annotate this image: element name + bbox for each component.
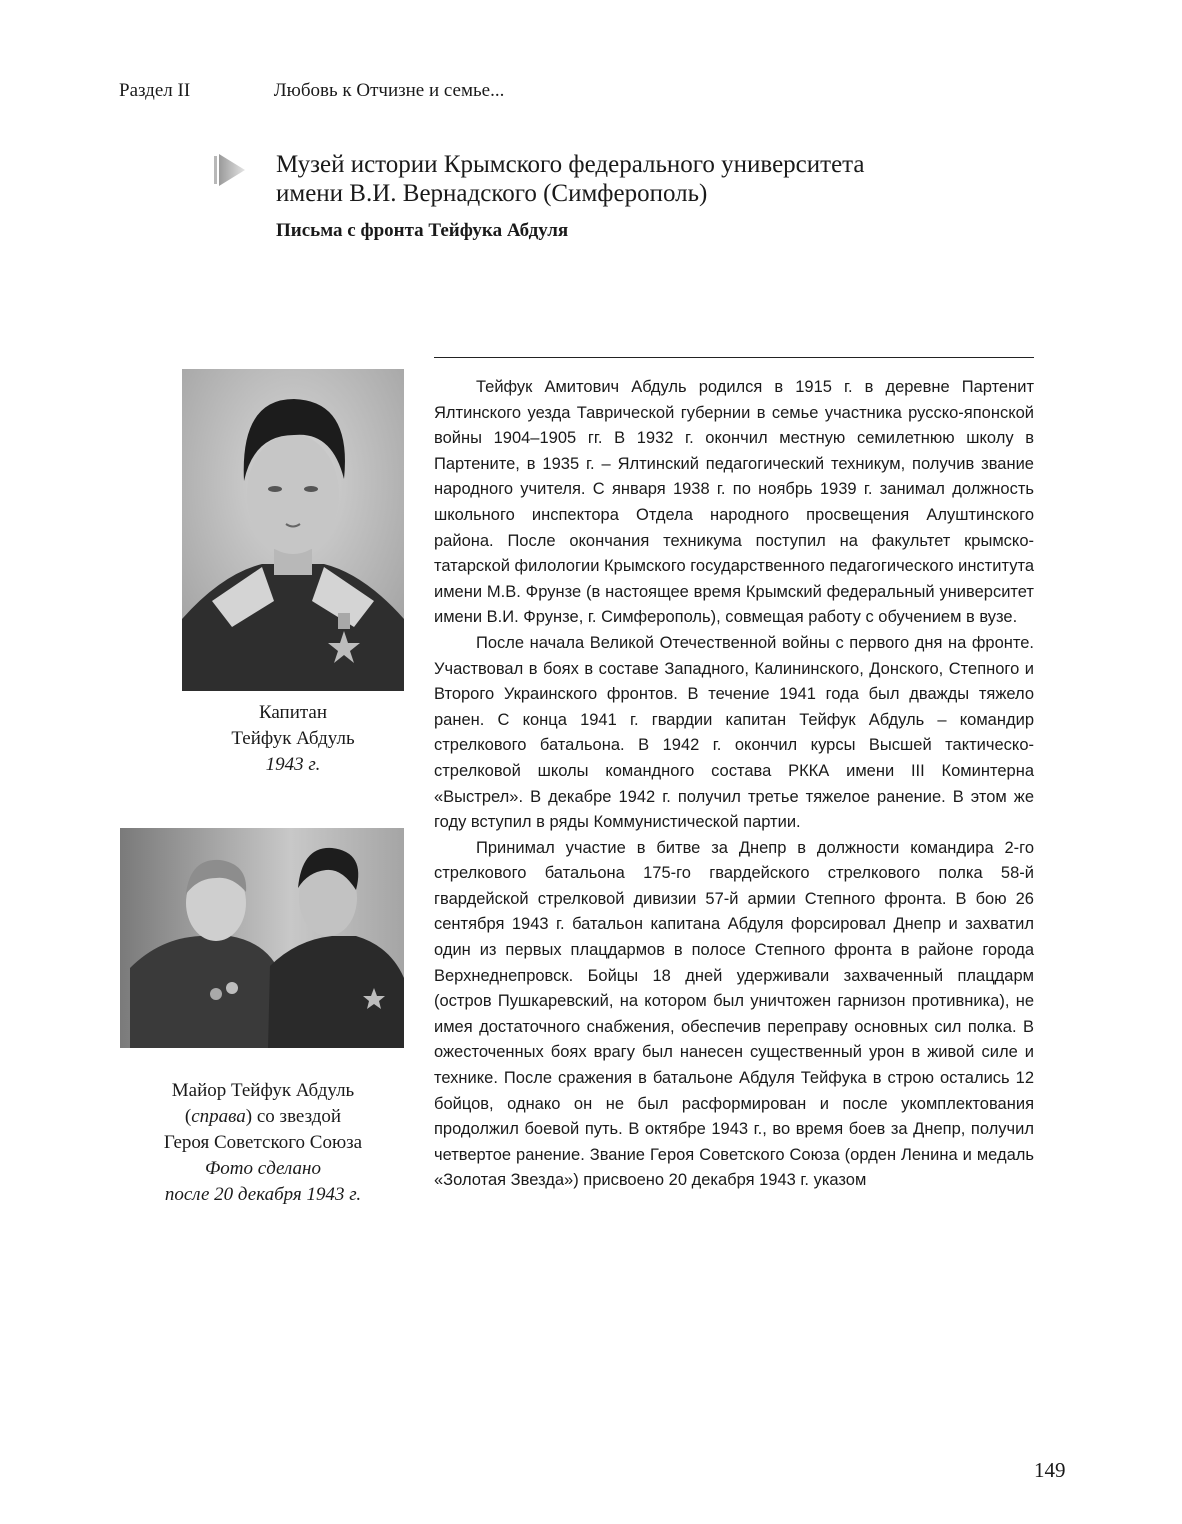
- caption-title: Майор Тейфук Абдуль: [171, 1080, 355, 1101]
- title-line-1: Музей истории Крымского федерального университета: [276, 151, 865, 178]
- chapter-label: Любовь к Отчизне и семье...: [273, 80, 505, 101]
- title-line-2: имени В.И. Вернадского (Симферополь): [276, 180, 708, 207]
- body-paragraph: После начала Великой Отечественной войны с первого дня на фронте. Участвовал в боях в составе Западного, Калининского, Донского, Степного и Второго Украинского фронтов. В течение 1941 года был дважды тяжело ранен. С конца 1941 г. гвардии капитан Тейфук Абдуль – командир стрелкового батальона. В 1942 г. окончил курсы Высшей тактическо-стрелковой школы командного состава РККА имени III Коминтерна «Выстрел». В декабре 1942 г. получил третье тяжелое ранение. В этом же году вступил в ряды Коммунистической партии.: [434, 633, 1034, 832]
- caption-award: Героя Советского Союза: [163, 1132, 363, 1153]
- portrait-caption: [182, 700, 404, 778]
- caption-rank: Капитан: [258, 702, 328, 723]
- page-subtitle: Письма с фронта Тейфука Абдуля: [276, 220, 569, 241]
- caption-date: после 20 декабря 1943 г.: [164, 1184, 362, 1205]
- page-number: 149: [1034, 1458, 1066, 1482]
- caption-position-italic: справа: [191, 1106, 246, 1127]
- caption-position: (справа) со звездой: [184, 1106, 342, 1127]
- body-paragraph: Принимал участие в битве за Днепр в должности командира 2-го стрелкового батальона 175-го гвардейского стрелкового полка 58-й гвардейской стрелковой дивизии 57-й армии Степного фронта. В бою 26 сентября 1943 г. батальон капитана Абдуля форсировал Днепр и захватил один из первых плацдармов в полосе Степного фронта в районе города Верхнеднепровск. Бойцы 18 дней удерживали захваченный плацдарм (остров Пушкаревский, на котором был уничтожен гарнизон противника), не имея достаточного снабжения, обеспечив переправу основных сил полка. В ожесточенных боях врагу был нанесен существенный урон в живой силе и технике. После сражения в батальоне Абдуля Тейфука в строю остались 12 бойцов, однако он не был расформирован и после укомплектования продолжил боевой путь. В октябре 1943 г., во время боев за Днепр, получил четвертое ранение. Звание Героя Советского Союза (орден Ленина и медаль «Золотая Звезда») присвоено 20 декабря 1943 г. указом: [434, 838, 1034, 1190]
- group-photo-caption: [105, 1078, 421, 1208]
- group-photo: [120, 828, 404, 1048]
- text-divider: [434, 357, 1034, 358]
- title-block: [276, 150, 1056, 242]
- title-marker-icon: [213, 152, 247, 188]
- running-head: [119, 80, 504, 102]
- caption-year: 1943 г.: [265, 754, 321, 775]
- caption-position-rest: со звездой: [252, 1106, 342, 1127]
- page-title: [276, 150, 1056, 208]
- caption-name: Тейфук Абдуль: [231, 728, 355, 749]
- body-text: [434, 375, 1034, 1194]
- portrait-photo: [182, 369, 404, 691]
- body-paragraph: Тейфук Амитович Абдуль родился в 1915 г. в деревне Партенит Ялтинского уезда Таврической губернии в семье участника русско-японской войны 1904–1905 гг. В 1932 г. окончил местную семилетнюю школу в Партените, в 1935 г. – Ялтинский педагогический техникум, получив звание народного учителя. С января 1938 г. по ноябрь 1939 г. занимал должность школьного инспектора Отдела народного просвещения Алуштинского района. После окончания техникума поступил на факультет крымско-татарской филологии Крымского государственного педагогического института имени М.В. Фрунзе (в настоящее время Крымский федеральный университет имени В.И. Фрунзе, г. Симферополь), совмещая работу с обучением в вузе.: [434, 378, 1034, 627]
- section-label: Раздел II: [119, 80, 191, 101]
- caption-note: Фото сделано: [205, 1158, 321, 1179]
